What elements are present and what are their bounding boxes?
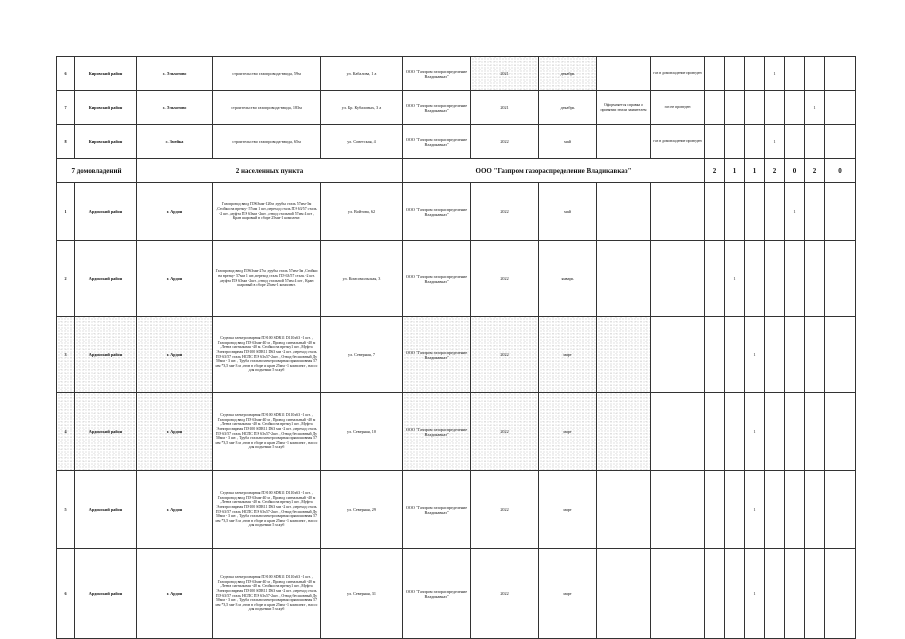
settlement-cell: г. Ардон: [137, 183, 213, 241]
month-cell: март: [539, 471, 597, 549]
count-cell-1: [705, 471, 725, 549]
count-cell-2: [725, 183, 745, 241]
organization-cell: ООО "Газпром газораспределение Владикавказ": [403, 57, 471, 91]
year-cell: 2022: [471, 549, 539, 639]
month-cell: март: [539, 317, 597, 393]
note-cell: [597, 125, 651, 159]
table-row: [57, 393, 856, 471]
year-cell: 2022: [471, 471, 539, 549]
note-cell: [597, 317, 651, 393]
count-cell-3: 1: [745, 393, 765, 471]
table-row: [57, 91, 856, 125]
address-cell: ул. Северная, 31: [321, 549, 403, 639]
count-cell-2: [725, 471, 745, 549]
organization-cell: ООО "Газпром газораспределение Владикавказ": [403, 125, 471, 159]
year-cell: 2022: [471, 183, 539, 241]
count-cell-6: [805, 393, 825, 471]
count-cell-3: [745, 57, 765, 91]
count-cell-3: 1: [745, 317, 765, 393]
organization-cell: ООО "Газпром газораспределение Владикавказ": [403, 183, 471, 241]
row-number: 4: [57, 393, 75, 471]
count-cell-4: [765, 471, 785, 549]
work-description-cell: Газопровод ввод ПЭ63мм-120м ,трубы сталь 57мм-3м ,Стойки на врезку- 57мм 1 шт.,переход сталь ПЭ 63/57 сталь -2 шт. ,муфта ПЭ 63мм -2шт. ,отвод стальной 57мм 4 шт , Кран шаровый в сборе 25мм-1 комплект.: [213, 183, 321, 241]
count-cell-5: [785, 471, 805, 549]
summary-count-6: 2: [805, 159, 825, 183]
address-cell: ул. Советская, 4: [321, 125, 403, 159]
count-cell-5: [785, 393, 805, 471]
count-cell-1: [705, 57, 725, 91]
month-cell: май: [539, 183, 597, 241]
count-cell-5: 1: [785, 183, 805, 241]
count-cell-2: [725, 125, 745, 159]
address-cell: ул. Комсомольская, 3: [321, 241, 403, 317]
row-number: 5: [57, 471, 75, 549]
count-cell-6: [805, 57, 825, 91]
note-cell: [597, 549, 651, 639]
row-number: 1: [57, 183, 75, 241]
address-cell: ул. Войтова, 62: [321, 183, 403, 241]
count-cell-2: [725, 57, 745, 91]
table-row: [57, 57, 856, 91]
count-cell-7: [825, 91, 856, 125]
count-cell-4: [765, 241, 785, 317]
organization-cell: ООО "Газпром газораспределение Владикавказ": [403, 317, 471, 393]
year-cell: 2021: [471, 57, 539, 91]
month-cell: май: [539, 125, 597, 159]
settlement-cell: г. Ардон: [137, 471, 213, 549]
count-cell-1: [705, 393, 725, 471]
district-cell: Ардонский район: [75, 183, 137, 241]
count-cell-5: [785, 57, 805, 91]
settlement-cell: с. Эльхотово: [137, 91, 213, 125]
count-cell-7: [825, 393, 856, 471]
count-cell-2: [725, 317, 745, 393]
count-cell-4: [765, 549, 785, 639]
table-row: [57, 549, 856, 639]
status-cell: газ в домовладение проведен: [651, 125, 705, 159]
summary-count-3: 1: [745, 159, 765, 183]
count-cell-4: [765, 183, 785, 241]
count-cell-5: [785, 549, 805, 639]
count-cell-3: 1: [745, 549, 765, 639]
work-description-cell: Газопровод ввод ПЭ63мм-27м ,трубы сталь 57мм-3м ,Стойки на врезку- 57мм 1 шт.,переход сталь ПЭ 63/57 сталь -2 шт. ,муфта ПЭ 63мм -2шт. ,отвод стальной 57мм 4 шт , Кран шаровый в сборе 25мм-1 комплект.: [213, 241, 321, 317]
count-cell-6: 1: [805, 91, 825, 125]
settlement-cell: с. Змейка: [137, 125, 213, 159]
summary-count-2: 1: [725, 159, 745, 183]
district-cell: Кировский район: [75, 91, 137, 125]
row-number: 8: [57, 125, 75, 159]
count-cell-7: [825, 125, 856, 159]
gasification-table: [56, 56, 856, 639]
month-cell: декабрь: [539, 91, 597, 125]
district-cell: Ардонский район: [75, 471, 137, 549]
count-cell-3: [745, 241, 765, 317]
status-cell: газ не проведен: [651, 91, 705, 125]
address-cell: ул. Бр. Кубаловых, 3 а: [321, 91, 403, 125]
month-cell: январь: [539, 241, 597, 317]
month-cell: март: [539, 549, 597, 639]
year-cell: 2022: [471, 393, 539, 471]
count-cell-7: [825, 471, 856, 549]
count-cell-4: 1: [765, 57, 785, 91]
note-cell: [597, 241, 651, 317]
row-number: 6: [57, 57, 75, 91]
count-cell-6: [805, 125, 825, 159]
summary-count-4: 2: [765, 159, 785, 183]
table-row: [57, 471, 856, 549]
work-description-cell: Седелка электросварная ПЭ100 SDR11 D110х63 -1 шт. , Газопровод ввод ПЭ 63мм-40 м , Провод сигнальный -40 м ,Лента сигнальная -40 м. Стойки на врезку1 шт. ,Муфта Электросварная ПЭ100 SDR11 D63 мм -2 шт. ,переход сталь ПЭ 63/57 сталь НСПС ПЭ 63х57-2шт. , Отвод бесшовный Ду 50мм - 3 шт. , Труба стальноэлектросварная прямошовная 57 мм *3,5 мм-3 м ,отов в сборе и кран 25мм -1 комплект , насос для подъемки 5 м.куб: [213, 549, 321, 639]
note-cell: [597, 183, 651, 241]
status-cell: [651, 317, 705, 393]
summary-households: 7 домовладений: [57, 159, 137, 183]
table-row: [57, 125, 856, 159]
count-cell-1: [705, 125, 725, 159]
organization-cell: ООО "Газпром газораспределение Владикавказ": [403, 549, 471, 639]
count-cell-5: [785, 91, 805, 125]
work-description-cell: Седелка электросварная ПЭ100 SDR11 D110х63 -1 шт. , Газопровод ввод ПЭ 63мм-40 м , Провод сигнальный -40 м ,Лента сигнальная -40 м. Стойки на врезку1 шт. ,Муфта Электросварная ПЭ100 SDR11 D63 мм -2 шт. ,переход сталь ПЭ 63/57 сталь НСПС ПЭ 63х57-2шт. , Отвод бесшовный Ду 50мм - 3 шт. , Труба стальноэлектросварная прямошовная 57 мм *3,5 мм-3 м ,отов в сборе и кран 25мм -1 комплект , насос для подъемки 5 м.куб: [213, 471, 321, 549]
count-cell-7: [825, 549, 856, 639]
count-cell-6: [805, 549, 825, 639]
organization-cell: ООО "Газпром газораспределение Владикавказ": [403, 393, 471, 471]
count-cell-1: [705, 91, 725, 125]
count-cell-6: [805, 241, 825, 317]
summary-count-5: 0: [785, 159, 805, 183]
work-description-cell: строительство газопровода-ввода, 183м: [213, 91, 321, 125]
count-cell-3: [745, 183, 765, 241]
status-cell: [651, 393, 705, 471]
organization-cell: ООО "Газпром газораспределение Владикавказ": [403, 241, 471, 317]
work-description-cell: Седелка электросварная ПЭ100 SDR11 D110х63 -1 шт. , Газопровод ввод ПЭ 63мм-40 м , Провод сигнальный -40 м ,Лента сигнальная -40 м. Стойки на врезку1 шт. ,Муфта Электросварная ПЭ100 SDR11 D63 мм -2 шт. ,переход сталь ПЭ 63/57 сталь НСПС ПЭ 63х57-2шт. , Отвод бесшовный Ду 50мм - 3 шт. , Труба стальноэлектросварная прямошовная 57 мм *3,5 мм-3 м ,отов в сборе и кран 25мм -1 комплект , насос для подъемки 5 м.куб: [213, 317, 321, 393]
count-cell-5: [785, 317, 805, 393]
settlement-cell: г. Ардон: [137, 241, 213, 317]
table-row: [57, 241, 856, 317]
row-number: 6: [57, 549, 75, 639]
address-cell: ул. Кабалова, 1 а: [321, 57, 403, 91]
address-cell: ул. Северная, 10: [321, 393, 403, 471]
district-cell: Ардонский район: [75, 317, 137, 393]
settlement-cell: г. Ардон: [137, 549, 213, 639]
status-cell: [651, 241, 705, 317]
summary-settlements: 2 населенных пункта: [137, 159, 403, 183]
count-cell-3: [745, 125, 765, 159]
settlement-cell: г. Ардон: [137, 317, 213, 393]
count-cell-7: [825, 183, 856, 241]
year-cell: 2022: [471, 125, 539, 159]
summary-count-7: 0: [825, 159, 856, 183]
table-row: [57, 183, 856, 241]
work-description-cell: строительство газопровода-ввода, 65м: [213, 125, 321, 159]
address-cell: ул. Северная, 29: [321, 471, 403, 549]
count-cell-4: [765, 91, 785, 125]
count-cell-2: [725, 91, 745, 125]
month-cell: декабрь: [539, 57, 597, 91]
note-cell: [597, 393, 651, 471]
address-cell: ул. Северная, 7: [321, 317, 403, 393]
count-cell-3: [745, 91, 765, 125]
count-cell-2: [725, 393, 745, 471]
count-cell-1: [705, 241, 725, 317]
count-cell-2: [725, 549, 745, 639]
year-cell: 2022: [471, 241, 539, 317]
count-cell-4: 1: [765, 125, 785, 159]
row-number: 7: [57, 91, 75, 125]
status-cell: [651, 471, 705, 549]
count-cell-7: [825, 57, 856, 91]
count-cell-7: [825, 241, 856, 317]
summary-row: [57, 159, 856, 183]
settlement-cell: г. Ардон: [137, 393, 213, 471]
month-cell: март: [539, 393, 597, 471]
count-cell-5: [785, 241, 805, 317]
count-cell-7: [825, 317, 856, 393]
table-row: [57, 317, 856, 393]
count-cell-6: [805, 183, 825, 241]
summary-org: ООО "Газпром газораспределение Владикавказ": [403, 159, 705, 183]
year-cell: 2021: [471, 91, 539, 125]
district-cell: Ардонский район: [75, 549, 137, 639]
count-cell-3: 1: [745, 471, 765, 549]
count-cell-4: [765, 393, 785, 471]
district-cell: Кировский район: [75, 57, 137, 91]
work-description-cell: Седелка электросварная ПЭ100 SDR11 D110х63 -1 шт. , Газопровод ввод ПЭ 63мм-40 м , Провод сигнальный -40 м ,Лента сигнальная -40 м. Стойки на врезку1 шт. ,Муфта Электросварная ПЭ100 SDR11 D63 мм -2 шт. ,переход сталь ПЭ 63/57 сталь НСПС ПЭ 63х57-2шт. , Отвод бесшовный Ду 50мм - 3 шт. , Труба стальноэлектросварная прямошовная 57 мм *3,5 мм-3 м ,отов в сборе и кран 25мм -1 комплект , насос для подъемки 5 м.куб: [213, 393, 321, 471]
status-cell: [651, 549, 705, 639]
district-cell: Кировский район: [75, 125, 137, 159]
status-cell: газ в домовладение проведен: [651, 57, 705, 91]
settlement-cell: с. Эльхотово: [137, 57, 213, 91]
work-description-cell: строительство газопровода-ввода, 59м: [213, 57, 321, 91]
count-cell-6: [805, 317, 825, 393]
count-cell-5: [785, 125, 805, 159]
row-number: 2: [57, 241, 75, 317]
count-cell-1: [705, 549, 725, 639]
status-cell: [651, 183, 705, 241]
organization-cell: ООО "Газпром газораспределение Владикавказ": [403, 91, 471, 125]
district-cell: Ардонский район: [75, 393, 137, 471]
count-cell-4: [765, 317, 785, 393]
count-cell-1: [705, 183, 725, 241]
organization-cell: ООО "Газпром газораспределение Владикавказ": [403, 471, 471, 549]
count-cell-6: [805, 471, 825, 549]
year-cell: 2022: [471, 317, 539, 393]
note-cell: Оформляется справка о принятии земли заявителем: [597, 91, 651, 125]
note-cell: [597, 57, 651, 91]
row-number: 3: [57, 317, 75, 393]
summary-count-1: 2: [705, 159, 725, 183]
count-cell-2: 1: [725, 241, 745, 317]
note-cell: [597, 471, 651, 549]
count-cell-1: [705, 317, 725, 393]
district-cell: Ардонский район: [75, 241, 137, 317]
